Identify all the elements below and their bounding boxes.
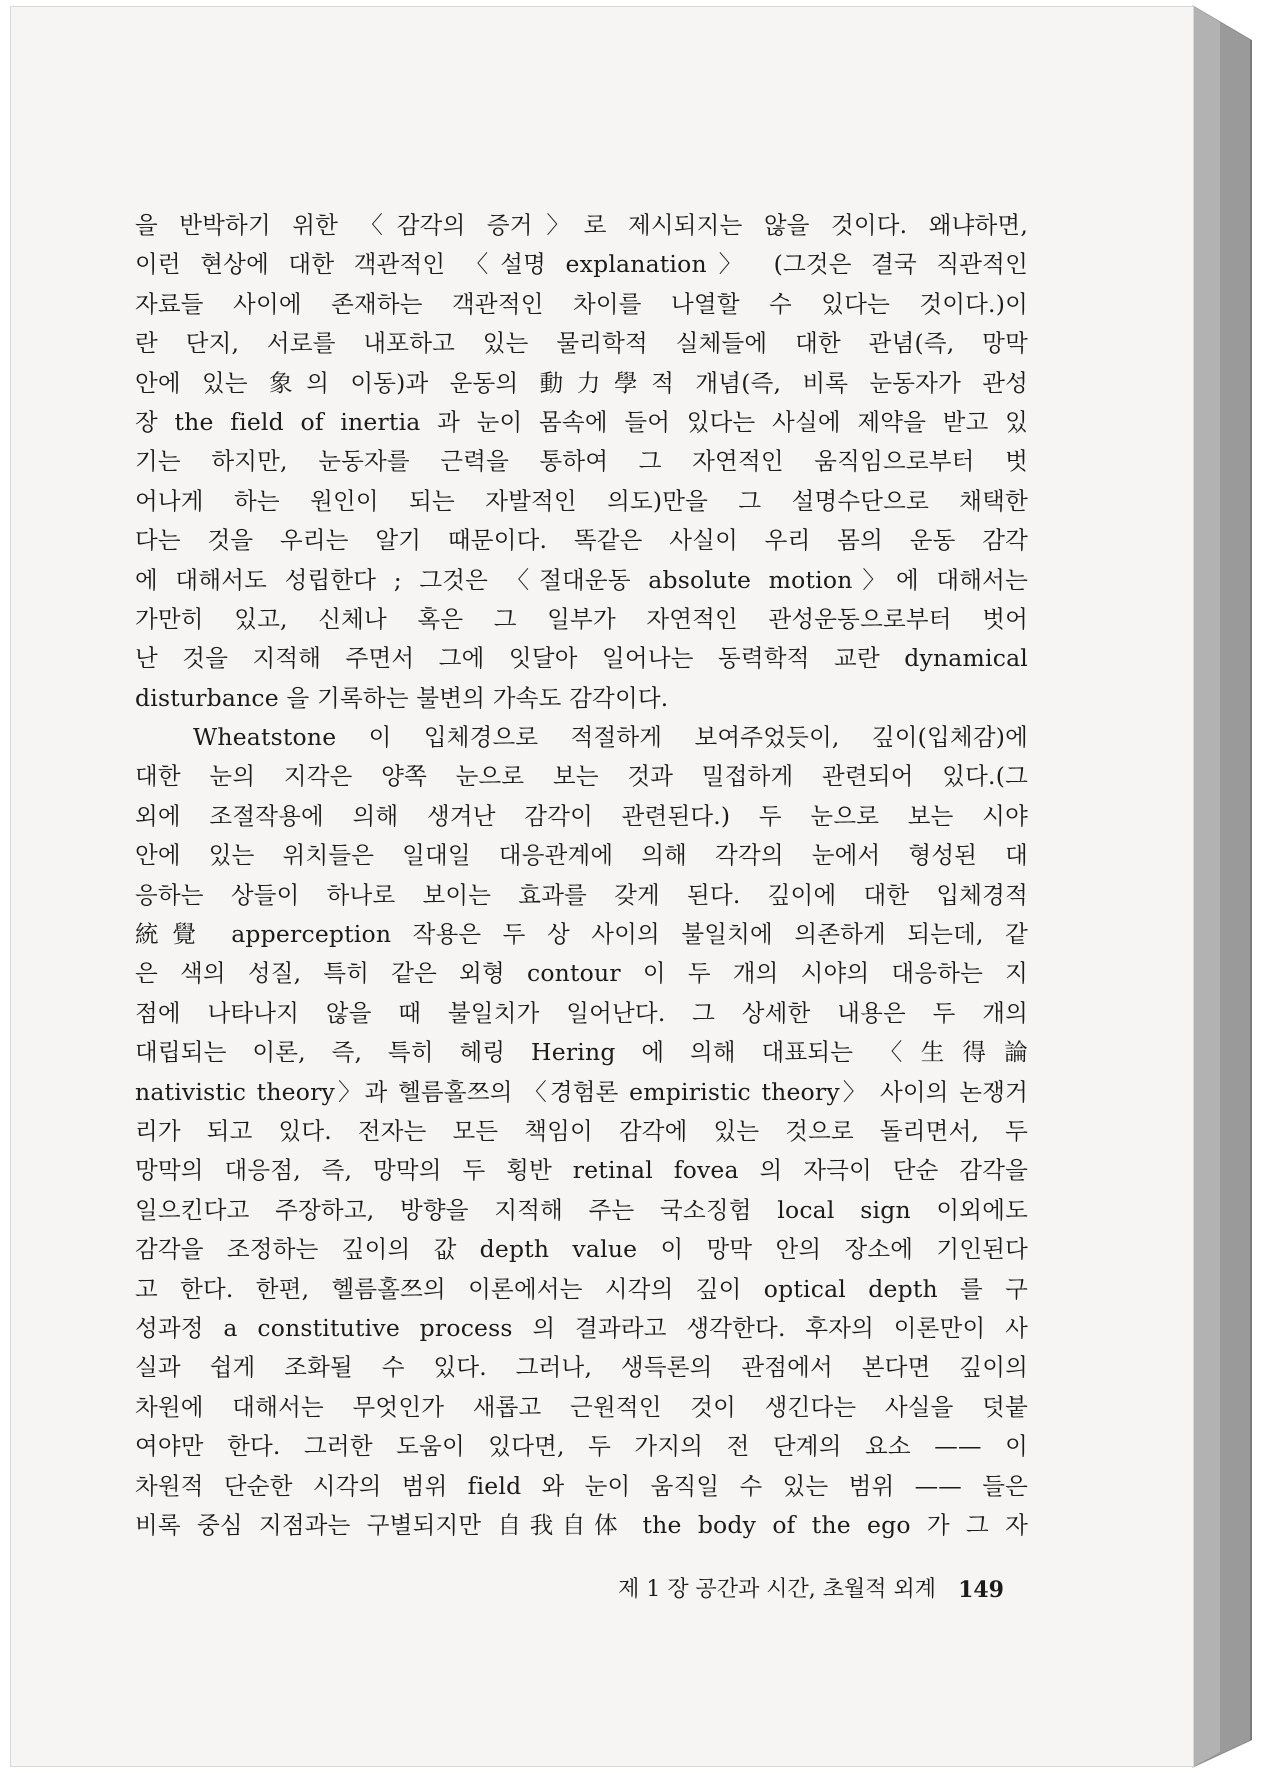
text-line: 어나게 하는 원인이 되는 자발적인 의도)만을 그 설명수단으로 채택한	[135, 486, 1028, 515]
text-line: 점에 나타나지 않을 때 불일치가 일어난다. 그 상세한 내용은 두 개의	[135, 998, 1028, 1027]
text-line: 실과 쉽게 조화될 수 있다. 그러나, 생득론의 관점에서 본다면 깊이의	[135, 1353, 1028, 1382]
text-line: 일으킨다고 주장하고, 방향을 지적해 주는 국소징험 local sign 이외에도	[135, 1195, 1028, 1224]
text-line: 을 반박하기 위한 〈감각의 증거〉로 제시되지는 않을 것이다. 왜냐하면,	[135, 211, 1028, 239]
text-line: 다는 것을 우리는 알기 때문이다. 똑같은 사실이 우리 몸의 운동 감각	[135, 526, 1028, 555]
text-line: 자료들 사이에 존재하는 객관적인 차이를 나열할 수 있다는 것이다.)이	[135, 289, 1028, 318]
text-line: 장 the field of inertia 과 눈이 몸속에 들어 있다는 사실에 제약을 받고 있	[135, 407, 1028, 436]
chapter-title: 제 1 장 공간과 시간, 초월적 외계	[618, 1577, 937, 1602]
text-line: 안에 있는 象의 이동)과 운동의 動力學적 개념(즉, 비록 눈동자가 관성	[135, 368, 1028, 397]
page-stack-shadow	[1193, 6, 1220, 1767]
text-line: 성과정 a constitutive process 의 결과라고 생각한다. 후자의 이론만이 사	[135, 1313, 1028, 1342]
text-line: 리가 되고 있다. 전자는 모든 책임이 감각에 있는 것으로 돌리면서, 두	[135, 1116, 1028, 1145]
text-line: 외에 조절작용에 의해 생겨난 감각이 관련된다.) 두 눈으로 보는 시야	[135, 801, 1028, 830]
text-line: 안에 있는 위치들은 일대일 대응관계에 의해 각각의 눈에서 형성된 대	[135, 841, 1028, 870]
text-line: 統覺 apperception 작용은 두 상 사이의 불일치에 의존하게 되는데, 같	[135, 920, 1028, 949]
text-line: 응하는 상들이 하나로 보이는 효과를 갖게 된다. 깊이에 대한 입체경적	[135, 880, 1028, 909]
text-line: 여야만 한다. 그러한 도움이 있다면, 두 가지의 전 단계의 요소 —— 이	[135, 1432, 1028, 1461]
text-line: 망막의 대응점, 즉, 망막의 두 횡반 retinal fovea 의 자극이 단순 감각을	[135, 1156, 1028, 1185]
text-line-paragraph-end: disturbance 을 기록하는 불변의 가속도 감각이다.	[135, 683, 669, 712]
text-line: nativistic theory〉과 헬름홀쯔의 〈경험론 empiristic theory〉 사이의 논쟁거	[135, 1077, 1028, 1106]
text-line: 차원에 대해서는 무엇인가 새롭고 근원적인 것이 생긴다는 사실을 덧붙	[135, 1392, 1028, 1421]
text-line: 가만히 있고, 신체나 혹은 그 일부가 자연적인 관성운동으로부터 벗어	[135, 604, 1028, 633]
text-line: 에 대해서도 성립한다 ; 그것은 〈절대운동 absolute motion〉에 대해서는	[135, 565, 1028, 594]
text-line: 란 단지, 서로를 내포하고 있는 물리학적 실체들에 대한 관념(즉, 망막	[135, 329, 1028, 358]
text-line: 비록 중심 지점과는 구별되지만 自我自体 the body of the ego 가 그 자	[135, 1510, 1028, 1539]
text-line: 대한 눈의 지각은 양쪽 눈으로 보는 것과 밀접하게 관련되어 있다.(그	[135, 762, 1028, 791]
text-line: 대립되는 이론, 즉, 특히 헤링 Hering 에 의해 대표되는 〈生得論	[135, 1038, 1028, 1067]
text-line-paragraph-start: Wheatstone 이 입체경으로 적절하게 보여주었듯이, 깊이(입체감)에	[193, 723, 1028, 752]
page-stack-side	[1193, 6, 1251, 1767]
text-line: 고 한다. 한편, 헬름홀쯔의 이론에서는 시각의 깊이 optical depth 를 구	[135, 1274, 1028, 1303]
text-line: 감각을 조정하는 깊이의 값 depth value 이 망막 안의 장소에 기인된다	[135, 1235, 1028, 1264]
body-text	[135, 206, 1028, 1545]
page-number: 149	[958, 1577, 1004, 1603]
text-line: 이런 현상에 대한 객관적인 〈설명 explanation〉 (그것은 결국 직관적인	[135, 250, 1028, 279]
text-line: 난 것을 지적해 주면서 그에 잇달아 일어나는 동력학적 교란 dynamical	[135, 644, 1028, 673]
text-line: 기는 하지만, 눈동자를 근력을 통하여 그 자연적인 움직임으로부터 벗	[135, 447, 1028, 476]
text-line: 은 색의 성질, 특히 같은 외형 contour 이 두 개의 시야의 대응하는 지	[135, 959, 1028, 988]
text-line: 차원적 단순한 시각의 범위 field 와 눈이 움직일 수 있는 범위 —— 들은	[135, 1471, 1028, 1500]
running-footer	[560, 1570, 1004, 1610]
